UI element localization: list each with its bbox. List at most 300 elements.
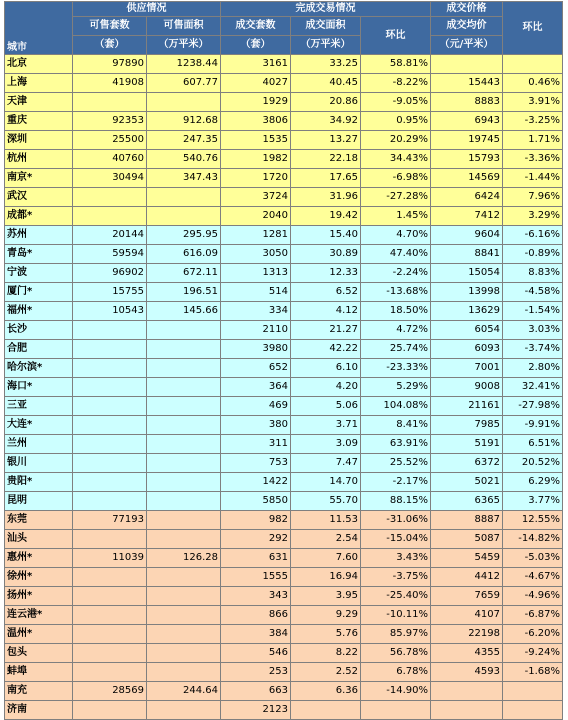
price-mom-cell [503, 55, 563, 74]
city-cell: 银川 [5, 454, 73, 473]
supply-area-cell [147, 207, 221, 226]
deal-units-cell: 546 [221, 644, 291, 663]
supply-area-cell [147, 625, 221, 644]
city-cell: 连云港* [5, 606, 73, 625]
deal-mom-cell: 20.29% [361, 131, 431, 150]
deal-area-cell: 21.27 [291, 321, 361, 340]
price-mom-cell: -4.58% [503, 283, 563, 302]
deal-area-cell: 12.33 [291, 264, 361, 283]
price-mom-cell: -9.24% [503, 644, 563, 663]
price-mom-cell: -5.03% [503, 549, 563, 568]
deal-area-cell: 14.70 [291, 473, 361, 492]
city-cell: 重庆 [5, 112, 73, 131]
deal-units-cell: 1535 [221, 131, 291, 150]
supply-area-cell: 347.43 [147, 169, 221, 188]
table-row [5, 587, 563, 606]
supply-units-cell: 28569 [73, 682, 147, 701]
table-row [5, 93, 563, 112]
supply-units-cell: 11039 [73, 549, 147, 568]
table-row [5, 169, 563, 188]
city-cell: 大连* [5, 416, 73, 435]
deal-units-cell: 334 [221, 302, 291, 321]
city-cell: 厦门* [5, 283, 73, 302]
deal-units-cell: 380 [221, 416, 291, 435]
header-supply: 供应情况 [73, 2, 221, 17]
header-unit-deal-units: （套） [221, 36, 291, 55]
deal-units-cell: 253 [221, 663, 291, 682]
price-mom-cell: -6.16% [503, 226, 563, 245]
header-unit-deal-area: （万平米） [291, 36, 361, 55]
city-cell: 上海 [5, 74, 73, 93]
supply-area-cell: 540.76 [147, 150, 221, 169]
avg-price-cell: 7412 [431, 207, 503, 226]
supply-units-cell: 59594 [73, 245, 147, 264]
deal-mom-cell: 18.50% [361, 302, 431, 321]
supply-area-cell [147, 606, 221, 625]
deal-mom-cell: -9.05% [361, 93, 431, 112]
supply-area-cell: 247.35 [147, 131, 221, 150]
supply-area-cell [147, 644, 221, 663]
supply-area-cell: 244.64 [147, 682, 221, 701]
table-row [5, 321, 563, 340]
city-cell: 徐州* [5, 568, 73, 587]
table-row [5, 606, 563, 625]
deal-mom-cell: -14.90% [361, 682, 431, 701]
deal-area-cell: 33.25 [291, 55, 361, 74]
deal-area-cell: 6.10 [291, 359, 361, 378]
city-cell: 扬州* [5, 587, 73, 606]
avg-price-cell: 13998 [431, 283, 503, 302]
supply-units-cell: 97890 [73, 55, 147, 74]
supply-units-cell [73, 378, 147, 397]
avg-price-cell: 5459 [431, 549, 503, 568]
table-row [5, 473, 563, 492]
supply-units-cell: 30494 [73, 169, 147, 188]
deal-units-cell: 2123 [221, 701, 291, 720]
header-supply-area: 可售面积 [147, 17, 221, 36]
supply-area-cell: 912.68 [147, 112, 221, 131]
table-row [5, 226, 563, 245]
city-cell: 武汉 [5, 188, 73, 207]
deal-units-cell: 866 [221, 606, 291, 625]
price-mom-cell: 0.46% [503, 74, 563, 93]
avg-price-cell: 9008 [431, 378, 503, 397]
avg-price-cell: 15443 [431, 74, 503, 93]
price-mom-cell: 1.71% [503, 131, 563, 150]
avg-price-cell: 6093 [431, 340, 503, 359]
supply-units-cell [73, 606, 147, 625]
supply-area-cell: 672.11 [147, 264, 221, 283]
deal-mom-cell: -25.40% [361, 587, 431, 606]
deal-mom-cell: 25.52% [361, 454, 431, 473]
deal-mom-cell: 4.72% [361, 321, 431, 340]
table-row [5, 74, 563, 93]
table-row [5, 245, 563, 264]
city-cell: 青岛* [5, 245, 73, 264]
price-mom-cell: 32.41% [503, 378, 563, 397]
deal-area-cell [291, 701, 361, 720]
supply-units-cell [73, 492, 147, 511]
deal-units-cell: 3980 [221, 340, 291, 359]
city-cell: 哈尔滨* [5, 359, 73, 378]
deal-area-cell: 9.29 [291, 606, 361, 625]
deal-units-cell: 1422 [221, 473, 291, 492]
table-row [5, 682, 563, 701]
price-mom-cell: -3.36% [503, 150, 563, 169]
avg-price-cell [431, 55, 503, 74]
supply-units-cell [73, 321, 147, 340]
deal-units-cell: 652 [221, 359, 291, 378]
deal-units-cell: 3724 [221, 188, 291, 207]
deal-units-cell: 3050 [221, 245, 291, 264]
supply-units-cell [73, 359, 147, 378]
supply-units-cell [73, 93, 147, 112]
deal-mom-cell: 104.08% [361, 397, 431, 416]
deal-area-cell: 22.18 [291, 150, 361, 169]
deal-mom-cell: -8.22% [361, 74, 431, 93]
supply-area-cell [147, 378, 221, 397]
deal-mom-cell: 3.43% [361, 549, 431, 568]
supply-units-cell: 92353 [73, 112, 147, 131]
deal-mom-cell: 47.40% [361, 245, 431, 264]
deal-units-cell: 1313 [221, 264, 291, 283]
price-mom-cell: -6.87% [503, 606, 563, 625]
supply-units-cell [73, 340, 147, 359]
deal-units-cell: 311 [221, 435, 291, 454]
city-cell: 东莞 [5, 511, 73, 530]
deal-units-cell: 663 [221, 682, 291, 701]
table-row [5, 359, 563, 378]
deal-mom-cell: 4.70% [361, 226, 431, 245]
supply-area-cell [147, 359, 221, 378]
header-avg-price: 成交均价 [431, 17, 503, 36]
avg-price-cell: 6372 [431, 454, 503, 473]
avg-price-cell: 21161 [431, 397, 503, 416]
deal-units-cell: 364 [221, 378, 291, 397]
table-body [5, 55, 563, 720]
avg-price-cell: 5087 [431, 530, 503, 549]
deal-units-cell: 3806 [221, 112, 291, 131]
city-cell: 成都* [5, 207, 73, 226]
deal-area-cell: 3.71 [291, 416, 361, 435]
deal-units-cell: 3161 [221, 55, 291, 74]
price-mom-cell: -27.98% [503, 397, 563, 416]
supply-area-cell [147, 435, 221, 454]
avg-price-cell: 22198 [431, 625, 503, 644]
header-city: 城市 [5, 2, 73, 55]
deal-units-cell: 469 [221, 397, 291, 416]
deal-area-cell: 19.42 [291, 207, 361, 226]
deal-mom-cell: -15.04% [361, 530, 431, 549]
supply-area-cell [147, 587, 221, 606]
avg-price-cell [431, 682, 503, 701]
deal-mom-cell: 0.95% [361, 112, 431, 131]
deal-units-cell: 1720 [221, 169, 291, 188]
avg-price-cell: 8883 [431, 93, 503, 112]
supply-area-cell [147, 492, 221, 511]
deal-mom-cell: 25.74% [361, 340, 431, 359]
avg-price-cell: 9604 [431, 226, 503, 245]
table-row [5, 340, 563, 359]
supply-units-cell [73, 701, 147, 720]
avg-price-cell: 15793 [431, 150, 503, 169]
deal-area-cell: 11.53 [291, 511, 361, 530]
table-row [5, 549, 563, 568]
deal-units-cell: 1281 [221, 226, 291, 245]
deal-area-cell: 30.89 [291, 245, 361, 264]
deal-units-cell: 2110 [221, 321, 291, 340]
city-cell: 汕头 [5, 530, 73, 549]
supply-area-cell: 1238.44 [147, 55, 221, 74]
deal-area-cell: 40.45 [291, 74, 361, 93]
supply-units-cell [73, 188, 147, 207]
price-mom-cell: -6.20% [503, 625, 563, 644]
city-cell: 惠州* [5, 549, 73, 568]
price-mom-cell: 7.96% [503, 188, 563, 207]
header-price-mom: 环比 [503, 2, 563, 55]
avg-price-cell: 15054 [431, 264, 503, 283]
table-row [5, 701, 563, 720]
avg-price-cell: 14569 [431, 169, 503, 188]
city-cell: 温州* [5, 625, 73, 644]
deal-mom-cell: 85.97% [361, 625, 431, 644]
table-row [5, 150, 563, 169]
city-cell: 合肥 [5, 340, 73, 359]
city-cell: 天津 [5, 93, 73, 112]
city-cell: 杭州 [5, 150, 73, 169]
deal-units-cell: 384 [221, 625, 291, 644]
avg-price-cell: 5191 [431, 435, 503, 454]
supply-units-cell: 10543 [73, 302, 147, 321]
supply-area-cell [147, 93, 221, 112]
supply-area-cell [147, 530, 221, 549]
price-mom-cell: -1.68% [503, 663, 563, 682]
avg-price-cell: 7659 [431, 587, 503, 606]
table-row [5, 454, 563, 473]
deal-units-cell: 343 [221, 587, 291, 606]
deal-units-cell: 631 [221, 549, 291, 568]
supply-units-cell [73, 454, 147, 473]
price-mom-cell: -1.44% [503, 169, 563, 188]
avg-price-cell: 4355 [431, 644, 503, 663]
supply-units-cell: 77193 [73, 511, 147, 530]
supply-units-cell: 15755 [73, 283, 147, 302]
table-row [5, 492, 563, 511]
deal-units-cell: 1982 [221, 150, 291, 169]
supply-area-cell: 145.66 [147, 302, 221, 321]
table-row [5, 302, 563, 321]
supply-units-cell [73, 435, 147, 454]
deal-mom-cell: -3.75% [361, 568, 431, 587]
deal-units-cell: 1555 [221, 568, 291, 587]
deal-area-cell: 4.12 [291, 302, 361, 321]
table-row [5, 112, 563, 131]
price-mom-cell: 6.29% [503, 473, 563, 492]
supply-area-cell [147, 663, 221, 682]
deal-area-cell: 17.65 [291, 169, 361, 188]
supply-units-cell [73, 663, 147, 682]
deal-units-cell: 2040 [221, 207, 291, 226]
deal-mom-cell: -13.68% [361, 283, 431, 302]
deal-mom-cell: 63.91% [361, 435, 431, 454]
supply-area-cell [147, 321, 221, 340]
table-row [5, 55, 563, 74]
supply-area-cell [147, 340, 221, 359]
price-mom-cell: 3.91% [503, 93, 563, 112]
price-mom-cell [503, 701, 563, 720]
deal-mom-cell: 6.78% [361, 663, 431, 682]
deal-mom-cell: -2.17% [361, 473, 431, 492]
supply-units-cell [73, 644, 147, 663]
supply-area-cell [147, 188, 221, 207]
supply-units-cell: 25500 [73, 131, 147, 150]
deal-area-cell: 42.22 [291, 340, 361, 359]
price-mom-cell: -4.67% [503, 568, 563, 587]
deal-area-cell: 34.92 [291, 112, 361, 131]
supply-units-cell [73, 625, 147, 644]
deal-mom-cell: -23.33% [361, 359, 431, 378]
header-unit-price: （元/平米） [431, 36, 503, 55]
price-mom-cell: -14.82% [503, 530, 563, 549]
deal-area-cell: 31.96 [291, 188, 361, 207]
avg-price-cell: 6943 [431, 112, 503, 131]
supply-units-cell [73, 473, 147, 492]
table-row [5, 568, 563, 587]
price-mom-cell: -4.96% [503, 587, 563, 606]
header-deal: 完成交易情况 [221, 2, 431, 17]
city-cell: 福州* [5, 302, 73, 321]
header-supply-units: 可售套数 [73, 17, 147, 36]
deal-mom-cell: -2.24% [361, 264, 431, 283]
deal-area-cell: 55.70 [291, 492, 361, 511]
avg-price-cell: 6054 [431, 321, 503, 340]
price-mom-cell: 2.80% [503, 359, 563, 378]
city-cell: 兰州 [5, 435, 73, 454]
deal-mom-cell: 88.15% [361, 492, 431, 511]
table-row [5, 207, 563, 226]
price-mom-cell: 20.52% [503, 454, 563, 473]
deal-mom-cell [361, 701, 431, 720]
table-row [5, 625, 563, 644]
deal-area-cell: 4.20 [291, 378, 361, 397]
deal-mom-cell: 56.78% [361, 644, 431, 663]
price-mom-cell: 8.83% [503, 264, 563, 283]
supply-units-cell [73, 416, 147, 435]
supply-area-cell: 196.51 [147, 283, 221, 302]
price-mom-cell: -3.25% [503, 112, 563, 131]
table-row [5, 530, 563, 549]
city-cell: 苏州 [5, 226, 73, 245]
city-housing-table [4, 1, 563, 720]
supply-area-cell: 607.77 [147, 74, 221, 93]
supply-area-cell: 616.09 [147, 245, 221, 264]
table-row [5, 131, 563, 150]
table-row [5, 397, 563, 416]
deal-mom-cell: 1.45% [361, 207, 431, 226]
deal-units-cell: 982 [221, 511, 291, 530]
supply-area-cell [147, 473, 221, 492]
deal-mom-cell: -10.11% [361, 606, 431, 625]
avg-price-cell: 6424 [431, 188, 503, 207]
table-row [5, 188, 563, 207]
price-mom-cell [503, 682, 563, 701]
header-unit-supply-area: （万平米） [147, 36, 221, 55]
supply-area-cell [147, 701, 221, 720]
avg-price-cell: 19745 [431, 131, 503, 150]
table-row [5, 435, 563, 454]
deal-units-cell: 5850 [221, 492, 291, 511]
price-mom-cell: -3.74% [503, 340, 563, 359]
deal-units-cell: 1929 [221, 93, 291, 112]
avg-price-cell: 5021 [431, 473, 503, 492]
deal-area-cell: 16.94 [291, 568, 361, 587]
supply-area-cell [147, 454, 221, 473]
deal-area-cell: 20.86 [291, 93, 361, 112]
deal-mom-cell: -6.98% [361, 169, 431, 188]
avg-price-cell: 8887 [431, 511, 503, 530]
supply-units-cell [73, 207, 147, 226]
city-cell: 蚌埠 [5, 663, 73, 682]
avg-price-cell [431, 701, 503, 720]
deal-units-cell: 4027 [221, 74, 291, 93]
price-mom-cell: 3.77% [503, 492, 563, 511]
deal-mom-cell: 8.41% [361, 416, 431, 435]
city-cell: 宁波 [5, 264, 73, 283]
price-mom-cell: -0.89% [503, 245, 563, 264]
deal-area-cell: 5.76 [291, 625, 361, 644]
deal-mom-cell: 58.81% [361, 55, 431, 74]
deal-area-cell: 6.52 [291, 283, 361, 302]
header-deal-units: 成交套数 [221, 17, 291, 36]
deal-area-cell: 15.40 [291, 226, 361, 245]
city-cell: 贵阳* [5, 473, 73, 492]
city-cell: 长沙 [5, 321, 73, 340]
header-unit-supply-units: （套） [73, 36, 147, 55]
supply-units-cell: 41908 [73, 74, 147, 93]
supply-area-cell: 295.95 [147, 226, 221, 245]
avg-price-cell: 4107 [431, 606, 503, 625]
deal-units-cell: 514 [221, 283, 291, 302]
price-mom-cell: -1.54% [503, 302, 563, 321]
supply-area-cell [147, 568, 221, 587]
header-deal-area: 成交面积 [291, 17, 361, 36]
supply-units-cell: 96902 [73, 264, 147, 283]
table-row [5, 663, 563, 682]
header-deal-mom: 环比 [361, 17, 431, 55]
deal-mom-cell: -31.06% [361, 511, 431, 530]
deal-area-cell: 7.60 [291, 549, 361, 568]
supply-units-cell [73, 530, 147, 549]
deal-mom-cell: 34.43% [361, 150, 431, 169]
deal-units-cell: 753 [221, 454, 291, 473]
city-cell: 包头 [5, 644, 73, 663]
city-cell: 深圳 [5, 131, 73, 150]
price-mom-cell: 3.03% [503, 321, 563, 340]
deal-area-cell: 3.95 [291, 587, 361, 606]
table-row [5, 283, 563, 302]
supply-area-cell: 126.28 [147, 549, 221, 568]
avg-price-cell: 13629 [431, 302, 503, 321]
deal-area-cell: 6.36 [291, 682, 361, 701]
city-cell: 三亚 [5, 397, 73, 416]
city-cell: 北京 [5, 55, 73, 74]
deal-area-cell: 3.09 [291, 435, 361, 454]
table-row [5, 511, 563, 530]
city-cell: 南充 [5, 682, 73, 701]
table-row [5, 644, 563, 663]
deal-area-cell: 2.52 [291, 663, 361, 682]
avg-price-cell: 7001 [431, 359, 503, 378]
